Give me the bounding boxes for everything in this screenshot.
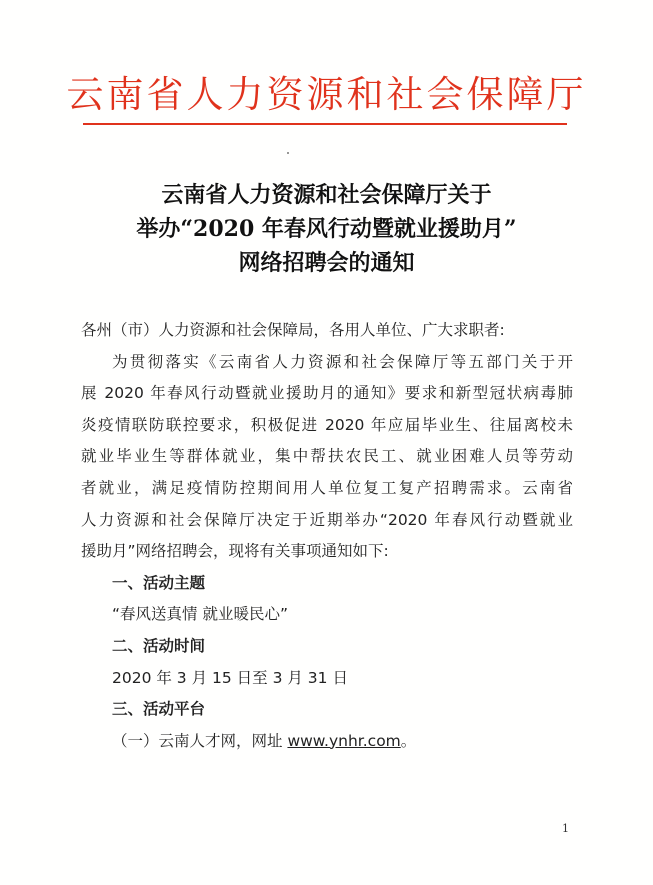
letterhead-red-rule — [83, 123, 567, 125]
section-3-item-1-suffix: 。 — [400, 731, 417, 750]
section-3-heading: 三、活动平台 — [112, 700, 206, 719]
page-number: 1 — [562, 822, 569, 835]
paragraph-1-line: 者就业，满足疫情防控期间用人单位复工复产招聘需求。云南省 — [81, 478, 573, 497]
scan-speck — [287, 152, 289, 154]
letterhead-org-name: 云南省人力资源和社会保障厅 — [66, 73, 587, 116]
document-title — [0, 178, 653, 280]
paragraph-1-line: 就业毕业生等群体就业，集中帮扶农民工、就业困难人员等劳动 — [81, 447, 573, 466]
document-title-line-2: 举办“2020 年春风行动暨就业援助月” — [136, 216, 517, 242]
section-3-item-1 — [81, 726, 573, 758]
document-body — [81, 315, 573, 757]
paragraph-1-line: 援助月”网络招聘会，现将有关事项通知如下: — [81, 542, 389, 561]
paragraph-1-line: 人力资源和社会保障厅决定于近期举办“2020 年春风行动暨就业 — [81, 510, 573, 529]
section-2-text: 2020 年 3 月 15 日至 3 月 31 日 — [112, 668, 348, 687]
website-link[interactable]: www.ynhr.com — [287, 731, 401, 750]
salutation: 各州（市）人力资源和社会保障局，各用人单位、广大求职者: — [81, 321, 505, 339]
paragraph-1-line: 炎疫情联防联控要求，积极促进 2020 年应届毕业生、往届离校未 — [81, 415, 573, 434]
section-2-heading: 二、活动时间 — [112, 636, 206, 655]
paragraph-1-line: 展 2020 年春风行动暨就业援助月的通知》要求和新型冠状病毒肺 — [81, 384, 573, 403]
document-title-line-1: 云南省人力资源和社会保障厅关于 — [161, 182, 492, 208]
section-3-item-1-prefix: （一）云南人才网，网址 — [112, 731, 288, 750]
document-title-line-3: 网络招聘会的通知 — [238, 250, 415, 276]
section-1-heading: 一、活动主题 — [112, 573, 206, 592]
section-1-text: “春风送真情 就业暖民心” — [112, 605, 288, 624]
paragraph-1-line: 为贯彻落实《云南省人力资源和社会保障厅等五部门关于开 — [112, 352, 573, 371]
